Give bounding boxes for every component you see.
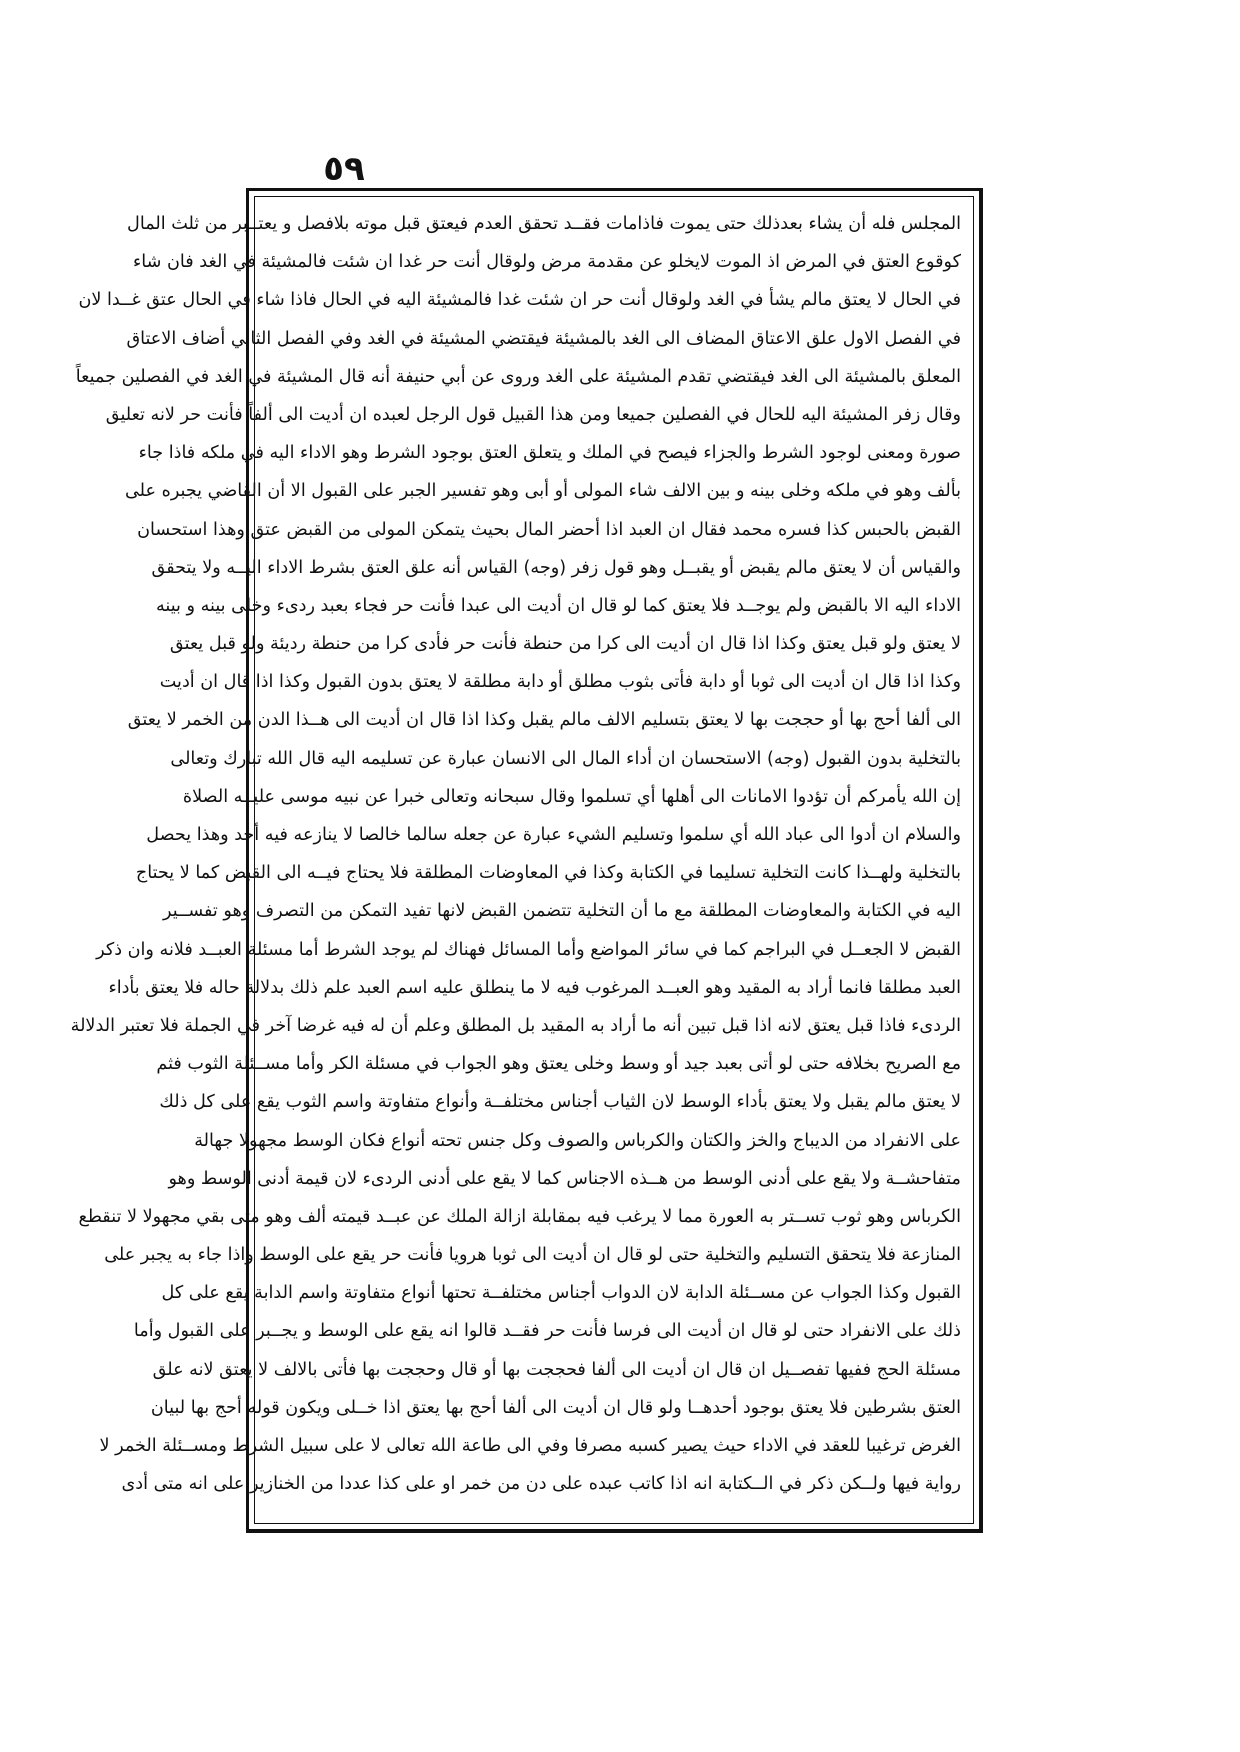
text-line: إن الله يأمركم أن تؤدوا الامانات الى أهلها أي تسلموا وقال سبحانه وتعالى خبرا عن نبيه موسى عليــه الصلاة [182,786,961,807]
text-line: القبض لا الجعــل في البراجم كما في سائر المواضع وأما المسائل فهناك لم يوجد الشرط أما مسئلة العبــد فلانه وان ذكر [96,939,961,960]
text-line: القبض بالحبس كذا فسره محمد فقال ان العبد اذا أحضر المال بحيث يتمكن المولى من القبض عتق وهذا استحسان [137,519,961,540]
text-line: الاداء اليه الا بالقبض ولم يوجــد فلا يعتق كما لو قال ان أديت الى عبدا فأنت حر فجاء بعبد ردىء وخلى بينه و بينه [155,595,961,616]
text-line: في الحال لا يعتق مالم يشأ في الغد ولوقال أنت حر ان شئت غدا فالمشيئة اليه في الحال فاذا شاء في الحال عتق غــدا لان [78,290,961,311]
text-line: مسئلة الحج ففيها تفصــيل ان قال ان أديت الى ألفا فحججت بها أو قال وحججت بها فأتى بالالف لا يعتق لانه علق [152,1359,961,1380]
text-line: العبد مطلقا فانما أراد به المقيد وهو العبــد المرغوب فيه لا ما ينطلق عليه اسم العبد علم ذلك بدلالة حاله فلا يعتق بأداء [108,977,961,998]
page-number: ٥٩ [323,149,365,189]
inner-frame [70,196,974,1524]
text-line: المعلق بالمشيئة الى الغد فيقتضي تقدم المشيئة على الغد وروى عن أبي حنيفة أنه قال المشيئة في الغد في الفصلين جميعاً [75,366,961,387]
text-line: مع الصريح بخلافه حتى لو أتى بعبد جيد أو وسط وخلى يعتق وهو الجواب في مسئلة الكر وأما مســئلة الثوب فثم [156,1054,961,1075]
text-line: والسلام ان أدوا الى عباد الله أي سلموا وتسليم الشيء عبارة عن جعله سالما خالصا لا ينازعه فيه أحد وهذا يحصل [146,825,961,845]
text-line: المنازعة فلا يتحقق التسليم والتخلية حتى لو قال ان أديت الى ثوبا هرويا فأنت حر يقع على الوسط واذا جاء به يجبر على [104,1245,961,1266]
text-line: بالتخلية ولهــذا كانت التخلية تسليما في الكتابة وكذا في المعاوضات المطلقة فلا يحتاج فيــه الى القبض كما لا يحتاج [135,863,961,884]
text-line: الغرض ترغيبا للعقد في الاداء حيث يصير كسبه مصرفا وفي الى طاعة الله تعالى لا على سبيل الشرط ومســئلة الخمر لا [99,1436,961,1456]
text-line: بالتخلية بدون القبول (وجه) الاستحسان ان أداء المال الى الانسان عبارة عن تسليمه اليه قال الله تبارك وتعالى [170,748,961,769]
text-line: الى ألفا أحج بها أو حججت بها لا يعتق بتسليم الالف مالم يقبل وكذا اذا قال ان أديت الى هــذا الدن من الخمر لا يعتق [127,710,961,731]
text-line: رواية فيها ولــكن ذكر في الــكتابة انه اذا كاتب عبده على دن من خمر او على كذا عددا من الخنازير على انه متى أدى [121,1474,961,1495]
text-line: وقال زفر المشيئة اليه للحال في الفصلين جميعا ومن هذا القبيل قول الرجل لعبده ان أديت الى ألفاً فأنت حر لانه تعليق [105,404,961,425]
text-line: كوقوع العتق في المرض اذ الموت لايخلو عن مقدمة مرض ولوقال أنت حر غدا ان شئت فالمشيئة في الغد فان شاء [133,252,961,273]
text-line: بألف وهو في ملكه وخلى بينه و بين الالف شاء المولى أو أبى وهو تفسير الجبر على القبول الا أن القاضي يجبره على [125,481,961,502]
text-line: الكرباس وهو ثوب تســتر به العورة مما لا يرغب فيه بمقابلة ازالة الملك عن عبــد قيمته ألف وهو متى بقي مجهولا لا تنقطع [78,1206,961,1227]
text-line: المجلس فله أن يشاء بعدذلك حتى يموت فاذامات فقــد تحقق العدم فيعتق قبل موته بلافصل و يعتــبر من ثلث المال [127,214,961,234]
text-line: في الفصل الاول علق الاعتاق المضاف الى الغد بالمشيئة فيقتضي المشيئة في الغد وفي الفصل الثاني أضاف الاعتاق [126,328,961,349]
text-line: وكذا اذا قال ان أديت الى ثوبا أو دابة فأتى بثوب مطلق أو دابة مطلقة لا يعتق بدون القبول وكذا اذا قال ان أديت [159,672,961,693]
text-line: متفاحشــة ولا يقع على أدنى الوسط من هــذه الاجناس كما لا يقع على أدنى الردىء لان قيمة أدنى الوسط وهو [168,1168,961,1189]
text-line: الردىء فاذا قبل يعتق لانه اذا قبل تبين أنه ما أراد به المقيد بل المطلق وعلم أن له فيه غرضا آخر في الجملة فلا تعتبر الدلالة [70,1015,961,1036]
text-line: العتق بشرطين فلا يعتق بوجود أحدهــا ولو قال ان أديت الى ألفا أحج بها يعتق اذا خــلى ويكون قوله أحج بها لبيان [150,1397,961,1418]
text-line: على الانفراد من الديباج والخز والكتان والكرباس والصوف وكل جنس تحته أنواع فكان الوسط مجهولا جهالة [194,1130,961,1151]
page-frame [70,188,983,1533]
text-line: والقياس أن لا يعتق مالم يقبض أو يقبــل وهو قول زفر (وجه) القياس أنه علق العتق بشرط الاداء اليــه ولا يتحقق [151,557,961,578]
text-line: لا يعتق مالم يقبل ولا يعتق بأداء الوسط لان الثياب أجناس مختلفــة وأنواع متفاوتة واسم الثوب يقع على كل ذلك [159,1092,961,1113]
text-line: اليه في الكتابة والمعاوضات المطلقة مع ما أن التخلية تتضمن القبض لانها تفيد التمكن من التصرف وهو تفســير [163,901,961,922]
text-line: لا يعتق ولو قبل يعتق وكذا اذا قال ان أديت الى كرا من حنطة فأنت حر فأدى كرا من حنطة رديئة ولو قبل يعتق [169,634,961,655]
text-line: ذلك على الانفراد حتى لو قال ان أديت الى فرسا فأنت حر فقــد قالوا انه يقع على الوسط و يجــبر على القبول وأما [133,1321,961,1342]
text-line: صورة ومعنى لوجود الشرط والجزاء فيصح في الملك و يتعلق العتق بوجود الشرط وهو الاداء اليه في ملكه فاذا جاء [138,443,961,464]
text-line: القبول وكذا الجواب عن مســئلة الدابة لان الدواب أجناس مختلفــة تحتها أنواع متفاوتة واسم الدابة يقع على كل [161,1283,961,1304]
text-body [70,205,961,1515]
